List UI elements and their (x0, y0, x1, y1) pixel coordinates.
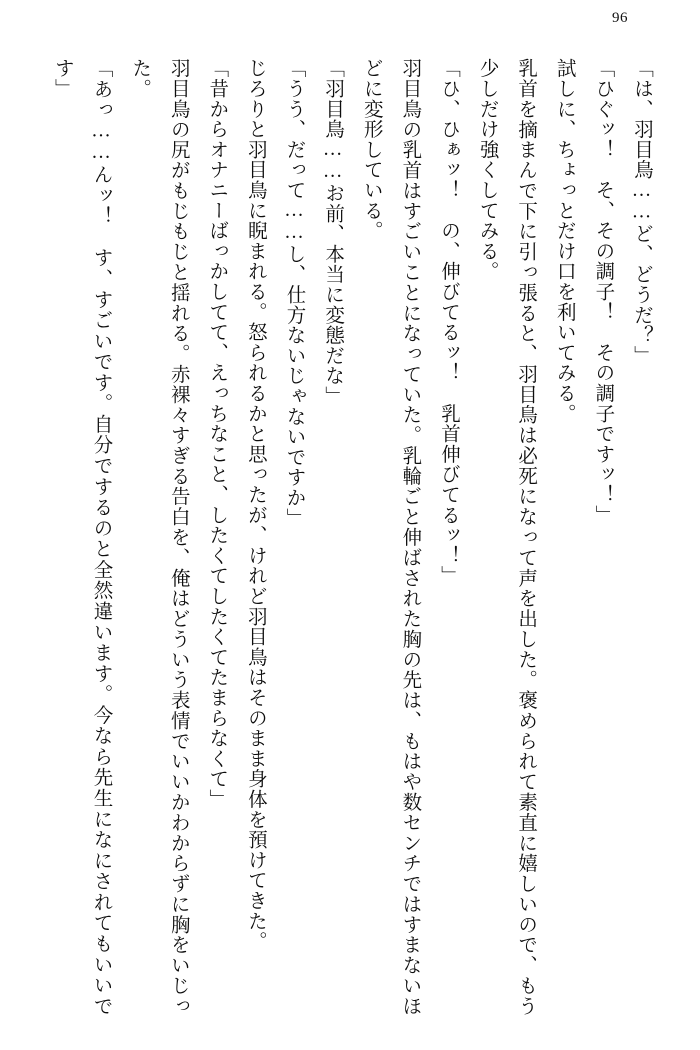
paragraph: 試しに、ちょっとだけ口を利いてみる。 (553, 58, 575, 424)
paragraph: 「昔からオナニーばっかしてて、えっちなこと、したくてしたくてたまらなくて」 (206, 58, 228, 810)
paragraph: 羽目鳥の尻がもじもじと揺れる。赤裸々すぎる告白を、俺はどういう表情でいいかわからずに胸をいじった。 (129, 58, 189, 1016)
paragraph: 乳首を摘まんで下に引っ張ると、羽目鳥は必死になって声を出した。褒められて素直に嬉しいので、もう少しだけ強くしてみる。 (476, 58, 537, 1016)
paragraph: 「あっ……んッ！ す、すごいです。自分でするのと全然違います。今なら先生になにされてもいいです」 (51, 58, 112, 1016)
paragraph: じろりと羽目鳥に睨まれる。怒られるかと思ったが、けれど羽目鳥はそのまま身体を預けてきた。 (244, 58, 266, 952)
page-text-body (36, 58, 660, 1016)
paragraph: 羽目鳥の乳首はすごいことになっていた。乳輪ごと伸ばされた胸の先は、もはや数センチではすまないほどに変形している。 (360, 58, 421, 1016)
paragraph: 「ひ、ひぁッ！ の、伸びてるッ！ 乳首伸びてるッ！」 (437, 58, 459, 586)
paragraph: 「は、羽目鳥……ど、どうだ？」 (631, 58, 652, 366)
paragraph: 「うう、だって……し、仕方ないじゃないですか」 (283, 58, 305, 528)
paragraph: 「羽目鳥……お前、本当に変態だな」 (322, 58, 344, 407)
page-number: 96 (612, 10, 628, 26)
paragraph: 「ひぐッ！ そ、その調子！ その調子ですッ！」 (592, 58, 614, 525)
